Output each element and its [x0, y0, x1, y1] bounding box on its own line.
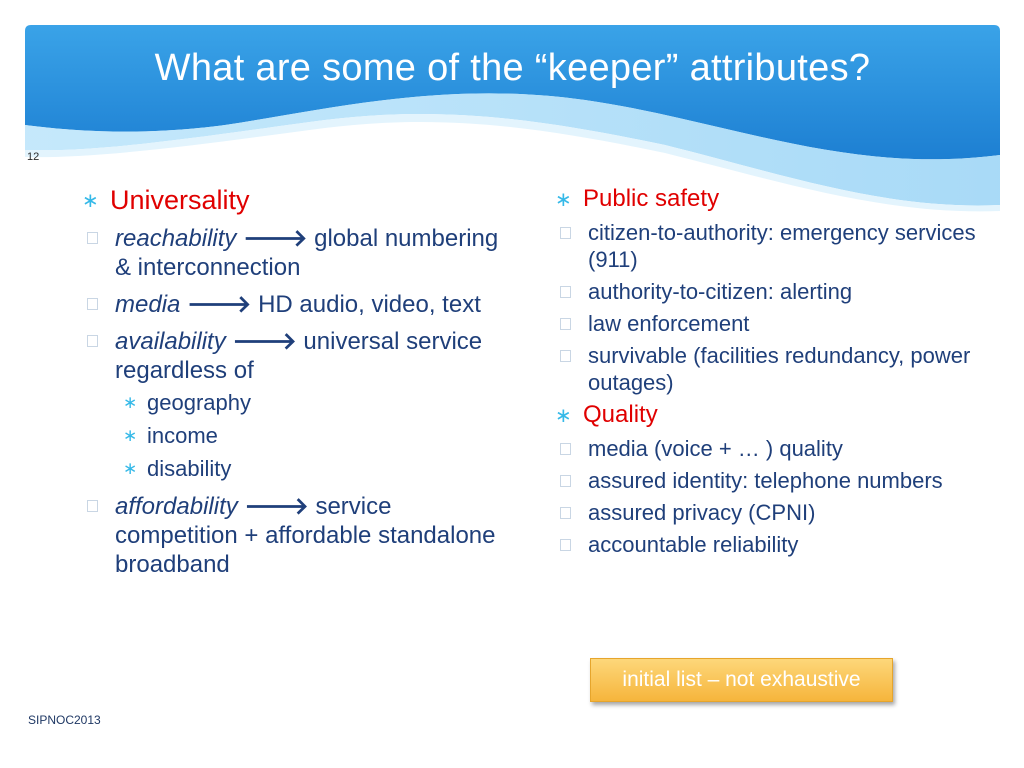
square-bullet-icon [87, 232, 98, 244]
slide-number: 12 [27, 151, 40, 163]
item-term: affordability [115, 493, 238, 520]
list-item-reachability [81, 224, 502, 282]
asterisk-bullet-icon: ∗ [123, 459, 138, 478]
asterisk-bullet-icon: ∗ [555, 189, 572, 211]
item-text: media (voice + … ) quality [588, 436, 843, 461]
list-item [554, 467, 985, 494]
item-text: law enforcement [588, 311, 750, 336]
item-text: universal service regardless of [115, 328, 483, 384]
square-bullet-icon [560, 443, 571, 455]
asterisk-bullet-icon: ∗ [123, 393, 138, 412]
heading-label: Universality [110, 185, 250, 215]
slide-title: What are some of the “keeper” attributes? [154, 47, 871, 89]
asterisk-bullet-icon: ∗ [82, 190, 99, 212]
arrow-right-icon: 🡒 [232, 328, 297, 355]
list-item-media [81, 290, 502, 319]
heading-universality [82, 184, 502, 579]
square-bullet-icon [560, 475, 571, 487]
item-text: authority-to-citizen: alerting [588, 279, 853, 304]
sub-item-text: income [147, 423, 218, 448]
heading-quality [555, 400, 985, 558]
square-bullet-icon [560, 507, 571, 519]
arrow-right-icon: 🡒 [243, 225, 308, 252]
list-item [554, 219, 985, 273]
heading-public-safety [555, 184, 985, 396]
square-bullet-icon [560, 350, 571, 362]
list-item-availability [81, 327, 502, 484]
item-text: global numbering & interconnection [115, 225, 499, 281]
item-text: HD audio, video, text [258, 291, 481, 318]
item-text: assured identity: telephone numbers [588, 468, 943, 493]
item-text: service competition + affordable standalone broadband [115, 493, 496, 578]
arrow-right-icon: 🡒 [244, 493, 309, 520]
list-item [554, 531, 985, 558]
list-item [554, 278, 985, 305]
list-item-affordability [81, 492, 502, 579]
asterisk-bullet-icon: ∗ [123, 426, 138, 445]
square-bullet-icon [87, 500, 98, 512]
list-item [554, 342, 985, 396]
list-item [554, 310, 985, 337]
sub-item-income [115, 421, 502, 451]
item-text: citizen-to-authority: emergency services (911) [588, 220, 976, 272]
square-bullet-icon [560, 318, 571, 330]
asterisk-bullet-icon: ∗ [555, 405, 572, 427]
square-bullet-icon [560, 227, 571, 239]
item-text: accountable reliability [588, 532, 799, 557]
square-bullet-icon [87, 335, 98, 347]
sub-item-disability [115, 454, 502, 484]
item-term: reachability [115, 225, 237, 252]
sub-item-geography [115, 388, 502, 418]
footer-label: SIPNOC2013 [28, 713, 101, 727]
item-text: assured privacy (CPNI) [588, 500, 816, 525]
sub-item-text: disability [147, 456, 232, 481]
square-bullet-icon [560, 286, 571, 298]
sub-item-text: geography [147, 390, 251, 415]
arrow-right-icon: 🡒 [187, 291, 252, 318]
right-column [555, 180, 985, 558]
item-text: survivable (facilities redundancy, power outages) [588, 343, 971, 395]
list-item [554, 435, 985, 462]
list-item [554, 499, 985, 526]
item-term: availability [115, 328, 226, 355]
note-callout: initial list – not exhaustive [590, 658, 893, 702]
heading-label: Public safety [583, 185, 720, 212]
square-bullet-icon [87, 298, 98, 310]
heading-label: Quality [583, 401, 658, 428]
square-bullet-icon [560, 539, 571, 551]
left-column [82, 180, 502, 579]
item-term: media [115, 291, 181, 318]
